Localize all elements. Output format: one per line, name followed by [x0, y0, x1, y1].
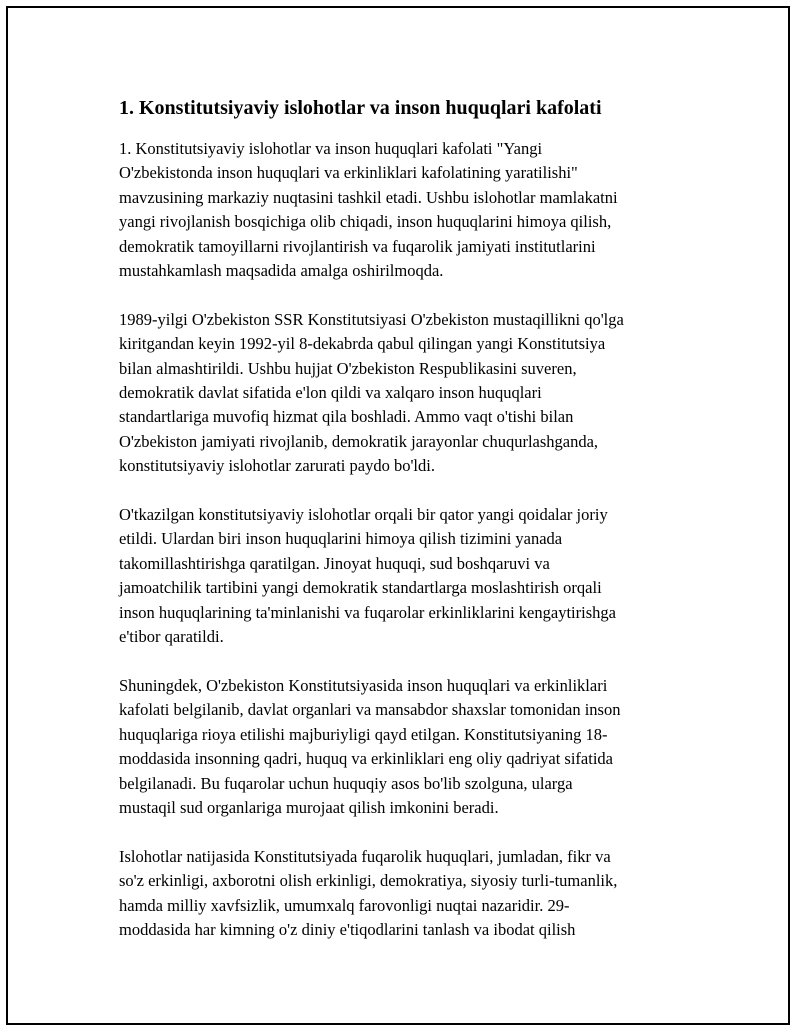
- text-line: mavzusining markaziy nuqtasini tashkil etadi. Ushbu islohotlar mamlakatni: [119, 187, 618, 207]
- document-heading: 1. Konstitutsiyaviy islohotlar va inson huquqlari kafolati: [119, 97, 602, 119]
- text-line: mustahkamlash maqsadida amalga oshirilmoqda.: [119, 261, 444, 281]
- text-line: 1. Konstitutsiyaviy islohotlar va inson huquqlari kafolati "Yangi: [119, 139, 543, 158]
- text-line: Shuningdek, O'zbekiston Konstitutsiyasida inson huquqlari va erkinliklari: [119, 675, 608, 695]
- text-line: O'tkazilgan konstitutsiyaviy islohotlar orqali bir qator yangi qoidalar joriy: [119, 505, 608, 525]
- text-line: O'zbekistonda inson huquqlari va erkinliklari kafolatining yaratilishi": [119, 163, 578, 183]
- paragraph: [119, 845, 694, 943]
- text-line: moddasida har kimning o'z diniy e'tiqodlarini tanlash va ibodat qilish: [119, 919, 576, 939]
- text-line: huquqlariga rioya etilishi majburiyligi qayd etilgan. Konstitutsiyaning 18-: [119, 724, 608, 744]
- text-line: standartlariga muvofiq hizmat qila boshladi. Ammo vaqt o'tishi bilan: [119, 407, 574, 427]
- text-line: so'z erkinligi, axborotni olish erkinligi, demokratiya, siyosiy turli-tumanlik,: [119, 871, 618, 891]
- text-line: demokratik davlat sifatida e'lon qildi va xalqaro inson huquqlari: [119, 383, 542, 403]
- text-line: hamda milliy xavfsizlik, umumxalq farovonligi nuqtai nazaridir. 29-: [119, 895, 570, 915]
- document-page: [6, 6, 790, 1025]
- text-line: e'tibor qaratildi.: [119, 627, 224, 647]
- paragraph: [119, 308, 694, 479]
- text-line: mustaqil sud organlariga murojaat qilish imkonini beradi.: [119, 797, 499, 817]
- text-line: takomillashtirishga qaratilgan. Jinoyat huquqi, sud boshqaruvi va: [119, 553, 550, 573]
- paragraph: [119, 137, 694, 283]
- text-line: jamoatchilik tartibini yangi demokratik standartlarga moslashtirish orqali: [119, 578, 602, 598]
- text-line: Islohotlar natijasida Konstitutsiyada fuqarolik huquqlari, jumladan, fikr va: [119, 846, 611, 866]
- text-line: 1989-yilgi O'zbekiston SSR Konstitutsiyasi O'zbekiston mustaqillikni qo'lga: [119, 309, 624, 329]
- text-line: O'zbekiston jamiyati rivojlanib, demokratik jarayonlar chuqurlashganda,: [119, 431, 599, 451]
- text-line: kiritgandan keyin 1992-yil 8-dekabrda qabul qilingan yangi Konstitutsiya: [119, 334, 606, 354]
- document-content: [119, 96, 694, 967]
- text-line: konstitutsiyaviy islohotlar zarurati paydo bo'ldi.: [119, 456, 435, 476]
- text-line: yangi rivojlanish bosqichiga olib chiqadi, inson huquqlarini himoya qilish,: [119, 212, 612, 232]
- text-line: etildi. Ulardan biri inson huquqlarini himoya qilish tizimini yanada: [119, 529, 563, 549]
- text-line: belgilanadi. Bu fuqarolar uchun huquqiy asos bo'lib szolguna, ularga: [119, 773, 573, 793]
- paragraph: [119, 503, 694, 649]
- text-line: kafolati belgilanib, davlat organlari va mansabdor shaxslar tomonidan inson: [119, 700, 621, 720]
- paragraph: [119, 674, 694, 820]
- text-line: demokratik tamoyillarni rivojlantirish va fuqarolik jamiyati institutlarini: [119, 236, 596, 256]
- text-line: bilan almashtirildi. Ushbu hujjat O'zbekiston Respublikasini suveren,: [119, 358, 577, 378]
- text-line: moddasida insonning qadri, huquq va erkinliklari eng oliy qadriyat sifatida: [119, 749, 613, 769]
- text-line: inson huquqlarining ta'minlanishi va fuqarolar erkinliklarini kengaytirishga: [119, 602, 616, 622]
